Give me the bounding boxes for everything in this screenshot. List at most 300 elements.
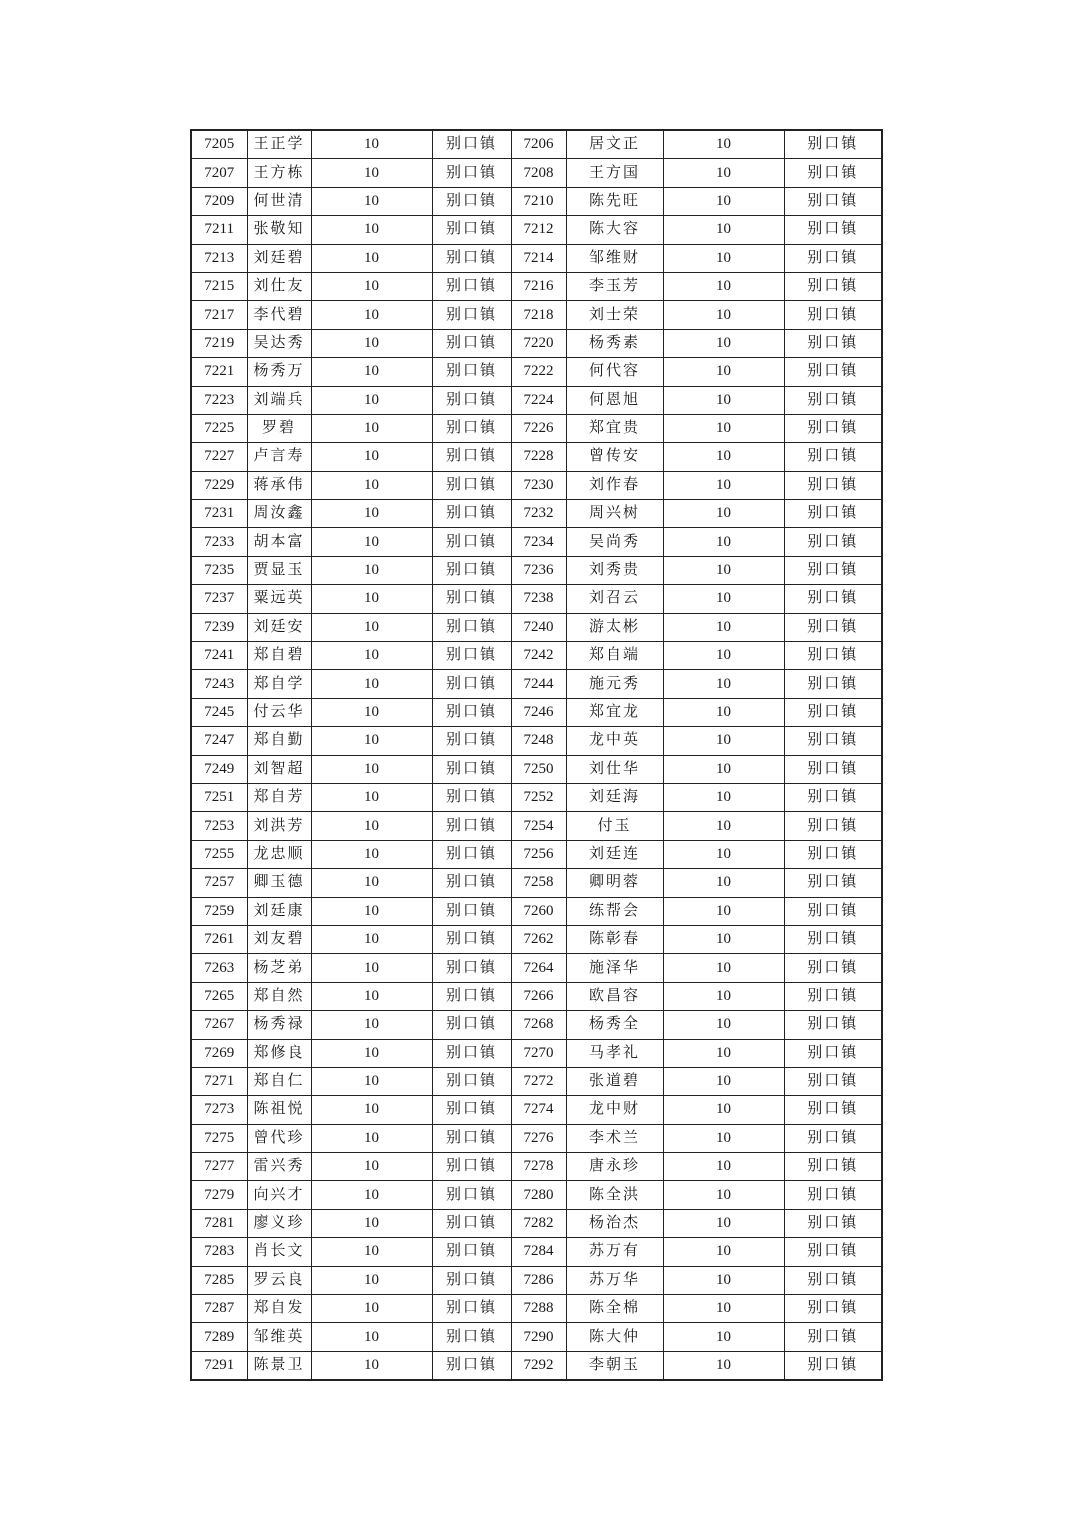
person-name-cell: 何世清 [247, 187, 311, 215]
person-name-cell: 陈景卫 [247, 1351, 311, 1380]
amount-cell: 10 [311, 1096, 432, 1124]
record-id-cell: 7234 [511, 528, 566, 556]
person-name-cell: 唐永珍 [566, 1153, 663, 1181]
record-id-cell: 7218 [511, 301, 566, 329]
amount-cell: 10 [663, 414, 784, 442]
table-row [191, 471, 882, 499]
person-name-cell: 周汝鑫 [247, 500, 311, 528]
town-cell: 别口镇 [432, 1181, 511, 1209]
town-cell: 别口镇 [432, 358, 511, 386]
record-id-cell: 7281 [191, 1209, 247, 1237]
person-name-cell: 罗云良 [247, 1266, 311, 1294]
person-name-cell: 张道碧 [566, 1067, 663, 1095]
record-id-cell: 7207 [191, 159, 247, 187]
amount-cell: 10 [311, 443, 432, 471]
person-name-cell: 陈祖悦 [247, 1096, 311, 1124]
record-id-cell: 7286 [511, 1266, 566, 1294]
table-row [191, 528, 882, 556]
amount-cell: 10 [311, 869, 432, 897]
person-name-cell: 何恩旭 [566, 386, 663, 414]
amount-cell: 10 [311, 1011, 432, 1039]
amount-cell: 10 [663, 1181, 784, 1209]
amount-cell: 10 [311, 1351, 432, 1380]
town-cell: 别口镇 [784, 869, 882, 897]
person-name-cell: 付云华 [247, 698, 311, 726]
table-row [191, 301, 882, 329]
town-cell: 别口镇 [432, 1153, 511, 1181]
town-cell: 别口镇 [432, 528, 511, 556]
town-cell: 别口镇 [432, 755, 511, 783]
record-id-cell: 7275 [191, 1124, 247, 1152]
record-id-cell: 7227 [191, 443, 247, 471]
amount-cell: 10 [311, 727, 432, 755]
person-name-cell: 郑自发 [247, 1295, 311, 1323]
town-cell: 别口镇 [432, 585, 511, 613]
person-name-cell: 王方国 [566, 159, 663, 187]
table-row [191, 1067, 882, 1095]
amount-cell: 10 [663, 1124, 784, 1152]
person-name-cell: 卢言寿 [247, 443, 311, 471]
amount-cell: 10 [311, 329, 432, 357]
person-name-cell: 刘廷碧 [247, 244, 311, 272]
person-name-cell: 吴达秀 [247, 329, 311, 357]
amount-cell: 10 [311, 244, 432, 272]
town-cell: 别口镇 [784, 1295, 882, 1323]
person-name-cell: 刘作春 [566, 471, 663, 499]
table-row [191, 1323, 882, 1351]
amount-cell: 10 [311, 1266, 432, 1294]
table-row [191, 443, 882, 471]
record-id-cell: 7250 [511, 755, 566, 783]
amount-cell: 10 [311, 1209, 432, 1237]
person-name-cell: 胡本富 [247, 528, 311, 556]
town-cell: 别口镇 [432, 329, 511, 357]
amount-cell: 10 [663, 386, 784, 414]
amount-cell: 10 [311, 1153, 432, 1181]
person-name-cell: 郑自端 [566, 642, 663, 670]
record-id-cell: 7279 [191, 1181, 247, 1209]
record-id-cell: 7287 [191, 1295, 247, 1323]
amount-cell: 10 [663, 755, 784, 783]
table-row [191, 954, 882, 982]
town-cell: 别口镇 [784, 1153, 882, 1181]
person-name-cell: 练帮会 [566, 897, 663, 925]
person-name-cell: 杨秀禄 [247, 1011, 311, 1039]
town-cell: 别口镇 [432, 443, 511, 471]
record-id-cell: 7265 [191, 982, 247, 1010]
person-name-cell: 刘士荣 [566, 301, 663, 329]
town-cell: 别口镇 [432, 1323, 511, 1351]
person-name-cell: 卿明蓉 [566, 869, 663, 897]
amount-cell: 10 [663, 216, 784, 244]
town-cell: 别口镇 [432, 954, 511, 982]
record-id-cell: 7248 [511, 727, 566, 755]
record-id-cell: 7249 [191, 755, 247, 783]
table-row [191, 670, 882, 698]
record-id-cell: 7239 [191, 613, 247, 641]
town-cell: 别口镇 [784, 1067, 882, 1095]
record-id-cell: 7243 [191, 670, 247, 698]
town-cell: 别口镇 [784, 187, 882, 215]
amount-cell: 10 [311, 840, 432, 868]
town-cell: 别口镇 [432, 130, 511, 159]
town-cell: 别口镇 [432, 1067, 511, 1095]
town-cell: 别口镇 [784, 471, 882, 499]
record-id-cell: 7252 [511, 783, 566, 811]
town-cell: 别口镇 [432, 1096, 511, 1124]
roster-table [190, 129, 883, 1381]
record-id-cell: 7247 [191, 727, 247, 755]
amount-cell: 10 [311, 1181, 432, 1209]
person-name-cell: 李代碧 [247, 301, 311, 329]
amount-cell: 10 [311, 698, 432, 726]
person-name-cell: 卿玉德 [247, 869, 311, 897]
town-cell: 别口镇 [432, 1124, 511, 1152]
record-id-cell: 7223 [191, 386, 247, 414]
town-cell: 别口镇 [432, 925, 511, 953]
record-id-cell: 7231 [191, 500, 247, 528]
town-cell: 别口镇 [432, 1295, 511, 1323]
town-cell: 别口镇 [432, 869, 511, 897]
amount-cell: 10 [663, 358, 784, 386]
record-id-cell: 7262 [511, 925, 566, 953]
town-cell: 别口镇 [432, 414, 511, 442]
town-cell: 别口镇 [432, 1209, 511, 1237]
record-id-cell: 7285 [191, 1266, 247, 1294]
person-name-cell: 郑自碧 [247, 642, 311, 670]
record-id-cell: 7224 [511, 386, 566, 414]
person-name-cell: 陈全棉 [566, 1295, 663, 1323]
record-id-cell: 7208 [511, 159, 566, 187]
record-id-cell: 7284 [511, 1238, 566, 1266]
person-name-cell: 陈彰春 [566, 925, 663, 953]
record-id-cell: 7259 [191, 897, 247, 925]
person-name-cell: 刘廷连 [566, 840, 663, 868]
amount-cell: 10 [311, 755, 432, 783]
amount-cell: 10 [311, 1067, 432, 1095]
table-row [191, 1351, 882, 1380]
table-row [191, 358, 882, 386]
record-id-cell: 7273 [191, 1096, 247, 1124]
town-cell: 别口镇 [784, 755, 882, 783]
person-name-cell: 贾显玉 [247, 556, 311, 584]
person-name-cell: 郑自然 [247, 982, 311, 1010]
town-cell: 别口镇 [784, 642, 882, 670]
table-row [191, 244, 882, 272]
record-id-cell: 7209 [191, 187, 247, 215]
town-cell: 别口镇 [784, 556, 882, 584]
person-name-cell: 吴尚秀 [566, 528, 663, 556]
record-id-cell: 7245 [191, 698, 247, 726]
amount-cell: 10 [311, 358, 432, 386]
amount-cell: 10 [311, 783, 432, 811]
amount-cell: 10 [663, 1351, 784, 1380]
amount-cell: 10 [663, 727, 784, 755]
town-cell: 别口镇 [784, 329, 882, 357]
amount-cell: 10 [663, 925, 784, 953]
amount-cell: 10 [663, 840, 784, 868]
town-cell: 别口镇 [432, 556, 511, 584]
record-id-cell: 7274 [511, 1096, 566, 1124]
record-id-cell: 7272 [511, 1067, 566, 1095]
person-name-cell: 王方栋 [247, 159, 311, 187]
person-name-cell: 欧昌容 [566, 982, 663, 1010]
amount-cell: 10 [311, 272, 432, 300]
amount-cell: 10 [311, 414, 432, 442]
record-id-cell: 7229 [191, 471, 247, 499]
record-id-cell: 7289 [191, 1323, 247, 1351]
town-cell: 别口镇 [784, 130, 882, 159]
person-name-cell: 向兴才 [247, 1181, 311, 1209]
table-row [191, 1039, 882, 1067]
amount-cell: 10 [663, 471, 784, 499]
record-id-cell: 7256 [511, 840, 566, 868]
amount-cell: 10 [663, 1011, 784, 1039]
town-cell: 别口镇 [432, 783, 511, 811]
table-row [191, 1153, 882, 1181]
record-id-cell: 7257 [191, 869, 247, 897]
amount-cell: 10 [311, 642, 432, 670]
amount-cell: 10 [663, 1323, 784, 1351]
town-cell: 别口镇 [784, 613, 882, 641]
town-cell: 别口镇 [784, 840, 882, 868]
amount-cell: 10 [663, 1238, 784, 1266]
amount-cell: 10 [663, 1153, 784, 1181]
person-name-cell: 刘廷康 [247, 897, 311, 925]
town-cell: 别口镇 [432, 698, 511, 726]
person-name-cell: 王正学 [247, 130, 311, 159]
town-cell: 别口镇 [784, 1124, 882, 1152]
amount-cell: 10 [663, 812, 784, 840]
amount-cell: 10 [311, 500, 432, 528]
person-name-cell: 郑自学 [247, 670, 311, 698]
person-name-cell: 李朝玉 [566, 1351, 663, 1380]
table-row [191, 812, 882, 840]
town-cell: 别口镇 [784, 1039, 882, 1067]
town-cell: 别口镇 [432, 642, 511, 670]
amount-cell: 10 [663, 897, 784, 925]
record-id-cell: 7242 [511, 642, 566, 670]
person-name-cell: 居文正 [566, 130, 663, 159]
town-cell: 别口镇 [784, 1011, 882, 1039]
amount-cell: 10 [663, 1209, 784, 1237]
amount-cell: 10 [663, 585, 784, 613]
person-name-cell: 杨秀万 [247, 358, 311, 386]
amount-cell: 10 [663, 1266, 784, 1294]
person-name-cell: 马孝礼 [566, 1039, 663, 1067]
town-cell: 别口镇 [432, 471, 511, 499]
town-cell: 别口镇 [784, 1181, 882, 1209]
record-id-cell: 7236 [511, 556, 566, 584]
amount-cell: 10 [663, 613, 784, 641]
amount-cell: 10 [663, 1039, 784, 1067]
amount-cell: 10 [663, 556, 784, 584]
town-cell: 别口镇 [784, 1266, 882, 1294]
town-cell: 别口镇 [784, 585, 882, 613]
town-cell: 别口镇 [784, 443, 882, 471]
town-cell: 别口镇 [784, 301, 882, 329]
amount-cell: 10 [663, 982, 784, 1010]
person-name-cell: 张敬知 [247, 216, 311, 244]
amount-cell: 10 [663, 329, 784, 357]
amount-cell: 10 [311, 1238, 432, 1266]
person-name-cell: 肖长文 [247, 1238, 311, 1266]
town-cell: 别口镇 [432, 301, 511, 329]
record-id-cell: 7291 [191, 1351, 247, 1380]
record-id-cell: 7237 [191, 585, 247, 613]
record-id-cell: 7230 [511, 471, 566, 499]
amount-cell: 10 [311, 187, 432, 215]
record-id-cell: 7288 [511, 1295, 566, 1323]
person-name-cell: 刘秀贵 [566, 556, 663, 584]
town-cell: 别口镇 [432, 159, 511, 187]
amount-cell: 10 [663, 698, 784, 726]
table-row [191, 727, 882, 755]
amount-cell: 10 [663, 187, 784, 215]
town-cell: 别口镇 [784, 1209, 882, 1237]
amount-cell: 10 [663, 301, 784, 329]
table-row [191, 1096, 882, 1124]
person-name-cell: 邹维财 [566, 244, 663, 272]
amount-cell: 10 [663, 642, 784, 670]
person-name-cell: 游太彬 [566, 613, 663, 641]
amount-cell: 10 [311, 301, 432, 329]
person-name-cell: 刘召云 [566, 585, 663, 613]
person-name-cell: 刘仕友 [247, 272, 311, 300]
amount-cell: 10 [311, 130, 432, 159]
person-name-cell: 龙忠顺 [247, 840, 311, 868]
record-id-cell: 7206 [511, 130, 566, 159]
town-cell: 别口镇 [432, 982, 511, 1010]
record-id-cell: 7282 [511, 1209, 566, 1237]
person-name-cell: 陈大仲 [566, 1323, 663, 1351]
town-cell: 别口镇 [432, 840, 511, 868]
person-name-cell: 龙中英 [566, 727, 663, 755]
table-row [191, 783, 882, 811]
town-cell: 别口镇 [784, 925, 882, 953]
person-name-cell: 苏万华 [566, 1266, 663, 1294]
town-cell: 别口镇 [432, 1039, 511, 1067]
amount-cell: 10 [311, 897, 432, 925]
record-id-cell: 7264 [511, 954, 566, 982]
amount-cell: 10 [311, 613, 432, 641]
town-cell: 别口镇 [432, 670, 511, 698]
town-cell: 别口镇 [432, 500, 511, 528]
person-name-cell: 龙中财 [566, 1096, 663, 1124]
town-cell: 别口镇 [432, 812, 511, 840]
person-name-cell: 刘廷海 [566, 783, 663, 811]
table-row [191, 414, 882, 442]
town-cell: 别口镇 [432, 386, 511, 414]
town-cell: 别口镇 [784, 1323, 882, 1351]
table-row [191, 840, 882, 868]
person-name-cell: 雷兴秀 [247, 1153, 311, 1181]
person-name-cell: 蒋承伟 [247, 471, 311, 499]
person-name-cell: 施元秀 [566, 670, 663, 698]
record-id-cell: 7290 [511, 1323, 566, 1351]
record-id-cell: 7283 [191, 1238, 247, 1266]
record-id-cell: 7260 [511, 897, 566, 925]
record-id-cell: 7292 [511, 1351, 566, 1380]
table-row [191, 1181, 882, 1209]
table-row [191, 1209, 882, 1237]
amount-cell: 10 [311, 925, 432, 953]
table-row [191, 1266, 882, 1294]
town-cell: 别口镇 [784, 897, 882, 925]
town-cell: 别口镇 [432, 187, 511, 215]
record-id-cell: 7228 [511, 443, 566, 471]
amount-cell: 10 [663, 130, 784, 159]
town-cell: 别口镇 [784, 727, 882, 755]
amount-cell: 10 [663, 500, 784, 528]
record-id-cell: 7222 [511, 358, 566, 386]
person-name-cell: 杨秀素 [566, 329, 663, 357]
table-row [191, 386, 882, 414]
record-id-cell: 7238 [511, 585, 566, 613]
town-cell: 别口镇 [784, 1238, 882, 1266]
amount-cell: 10 [663, 272, 784, 300]
table-row [191, 159, 882, 187]
table-row [191, 982, 882, 1010]
record-id-cell: 7268 [511, 1011, 566, 1039]
record-id-cell: 7253 [191, 812, 247, 840]
town-cell: 别口镇 [784, 159, 882, 187]
person-name-cell: 陈大容 [566, 216, 663, 244]
record-id-cell: 7246 [511, 698, 566, 726]
person-name-cell: 刘洪芳 [247, 812, 311, 840]
record-id-cell: 7269 [191, 1039, 247, 1067]
table-row [191, 216, 882, 244]
person-name-cell: 曾传安 [566, 443, 663, 471]
person-name-cell: 刘端兵 [247, 386, 311, 414]
table-row [191, 1295, 882, 1323]
person-name-cell: 廖义珍 [247, 1209, 311, 1237]
record-id-cell: 7240 [511, 613, 566, 641]
town-cell: 别口镇 [784, 414, 882, 442]
person-name-cell: 曾代珍 [247, 1124, 311, 1152]
amount-cell: 10 [663, 1295, 784, 1323]
record-id-cell: 7215 [191, 272, 247, 300]
person-name-cell: 杨秀全 [566, 1011, 663, 1039]
table-row [191, 1238, 882, 1266]
town-cell: 别口镇 [784, 698, 882, 726]
record-id-cell: 7244 [511, 670, 566, 698]
amount-cell: 10 [663, 869, 784, 897]
town-cell: 别口镇 [784, 670, 882, 698]
town-cell: 别口镇 [432, 1238, 511, 1266]
amount-cell: 10 [311, 556, 432, 584]
town-cell: 别口镇 [784, 358, 882, 386]
person-name-cell: 苏万有 [566, 1238, 663, 1266]
person-name-cell: 杨芝弟 [247, 954, 311, 982]
amount-cell: 10 [663, 670, 784, 698]
amount-cell: 10 [663, 244, 784, 272]
amount-cell: 10 [311, 1124, 432, 1152]
town-cell: 别口镇 [432, 1011, 511, 1039]
person-name-cell: 刘智超 [247, 755, 311, 783]
person-name-cell: 郑修良 [247, 1039, 311, 1067]
record-id-cell: 7219 [191, 329, 247, 357]
record-id-cell: 7225 [191, 414, 247, 442]
record-id-cell: 7267 [191, 1011, 247, 1039]
table-row [191, 272, 882, 300]
record-id-cell: 7241 [191, 642, 247, 670]
town-cell: 别口镇 [432, 727, 511, 755]
amount-cell: 10 [663, 1096, 784, 1124]
record-id-cell: 7220 [511, 329, 566, 357]
person-name-cell: 李术兰 [566, 1124, 663, 1152]
town-cell: 别口镇 [432, 897, 511, 925]
